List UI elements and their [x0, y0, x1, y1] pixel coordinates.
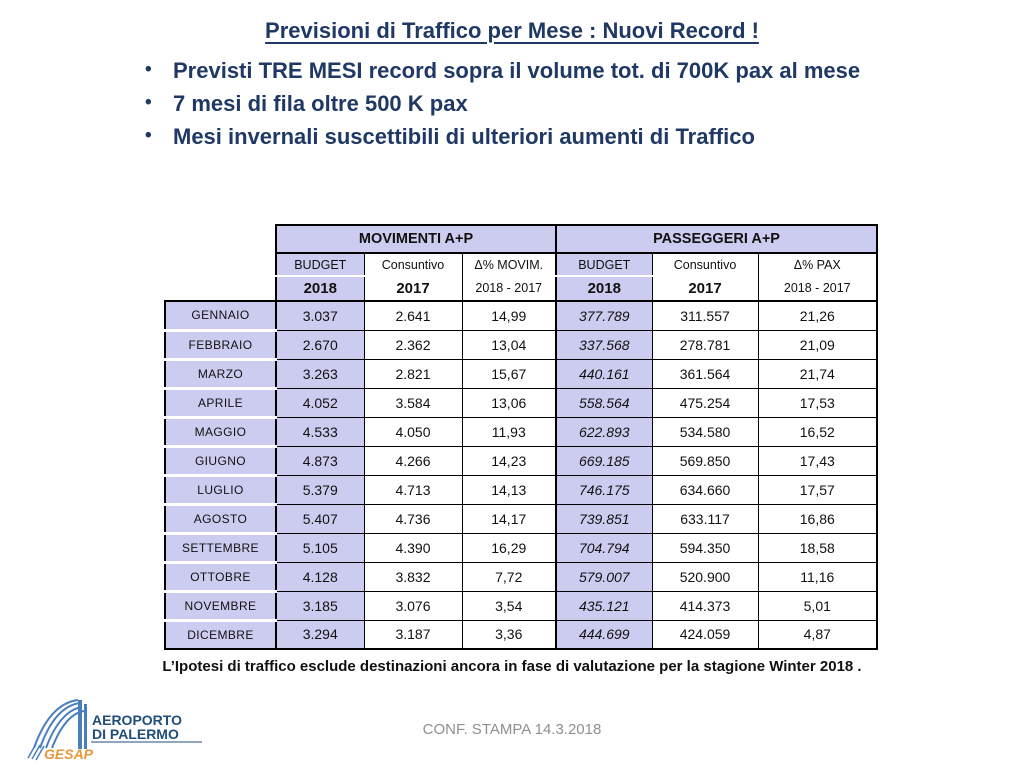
budget-mov-cell: 5.105 — [276, 533, 364, 562]
col-header-consuntivo-mov: Consuntivo — [364, 253, 462, 276]
budget-pax-cell: 669.185 — [556, 446, 652, 475]
delta-mov-cell: 7,72 — [462, 562, 556, 591]
budget-pax-cell: 558.564 — [556, 388, 652, 417]
group-header-passeggeri: PASSEGGERI A+P — [556, 225, 877, 253]
delta-mov-cell: 14,23 — [462, 446, 556, 475]
delta-pax-cell: 5,01 — [758, 591, 877, 620]
table-row — [165, 533, 877, 562]
consuntivo-mov-cell: 2.821 — [364, 359, 462, 388]
month-cell: MARZO — [165, 359, 276, 388]
table-corner-spacer — [165, 225, 276, 301]
table-row — [165, 504, 877, 533]
budget-mov-cell: 3.185 — [276, 591, 364, 620]
consuntivo-pax-cell: 311.557 — [652, 301, 758, 330]
delta-pax-cell: 16,86 — [758, 504, 877, 533]
bullet-icon: • — [145, 92, 152, 113]
delta-mov-cell: 14,99 — [462, 301, 556, 330]
consuntivo-mov-cell: 4.050 — [364, 417, 462, 446]
logo-brand: GESAP — [44, 746, 94, 762]
consuntivo-mov-cell: 4.390 — [364, 533, 462, 562]
month-cell: GIUGNO — [165, 446, 276, 475]
logo-name-line1: AEROPORTO — [92, 712, 182, 728]
delta-mov-cell: 3,54 — [462, 591, 556, 620]
month-cell: GENNAIO — [165, 301, 276, 330]
consuntivo-pax-cell: 520.900 — [652, 562, 758, 591]
delta-mov-cell: 14,17 — [462, 504, 556, 533]
consuntivo-mov-cell: 4.713 — [364, 475, 462, 504]
delta-pax-cell: 17,53 — [758, 388, 877, 417]
consuntivo-pax-cell: 361.564 — [652, 359, 758, 388]
consuntivo-pax-cell: 278.781 — [652, 330, 758, 359]
table-row — [165, 620, 877, 649]
footer-caption: CONF. STAMPA 14.3.2018 — [422, 721, 602, 738]
col-subheader-2018-mov: 2018 — [276, 276, 364, 301]
month-cell: FEBBRAIO — [165, 330, 276, 359]
consuntivo-mov-cell: 3.187 — [364, 620, 462, 649]
consuntivo-pax-cell: 633.117 — [652, 504, 758, 533]
delta-pax-cell: 17,57 — [758, 475, 877, 504]
delta-mov-cell: 16,29 — [462, 533, 556, 562]
table-row — [165, 446, 877, 475]
delta-pax-cell: 16,52 — [758, 417, 877, 446]
col-header-consuntivo-pax: Consuntivo — [652, 253, 758, 276]
budget-mov-cell: 5.379 — [276, 475, 364, 504]
delta-pax-cell: 21,09 — [758, 330, 877, 359]
consuntivo-mov-cell: 3.832 — [364, 562, 462, 591]
month-cell: OTTOBRE — [165, 562, 276, 591]
delta-pax-cell: 17,43 — [758, 446, 877, 475]
bullet-item — [142, 54, 868, 87]
col-header-delta-pax: Δ% PAX — [758, 253, 877, 276]
table-row — [165, 417, 877, 446]
delta-pax-cell: 18,58 — [758, 533, 877, 562]
consuntivo-pax-cell: 569.850 — [652, 446, 758, 475]
month-cell: NOVEMBRE — [165, 591, 276, 620]
bullet-item — [142, 87, 868, 120]
traffic-table-container — [164, 224, 878, 650]
budget-mov-cell: 3.263 — [276, 359, 364, 388]
traffic-table — [164, 224, 878, 650]
table-row — [165, 330, 877, 359]
consuntivo-pax-cell: 414.373 — [652, 591, 758, 620]
consuntivo-mov-cell: 3.076 — [364, 591, 462, 620]
budget-pax-cell: 444.699 — [556, 620, 652, 649]
table-row — [165, 475, 877, 504]
budget-pax-cell: 739.851 — [556, 504, 652, 533]
consuntivo-mov-cell: 4.266 — [364, 446, 462, 475]
group-header-movimenti: MOVIMENTI A+P — [276, 225, 556, 253]
consuntivo-pax-cell: 534.580 — [652, 417, 758, 446]
delta-mov-cell: 15,67 — [462, 359, 556, 388]
budget-pax-cell: 704.794 — [556, 533, 652, 562]
delta-pax-cell: 21,26 — [758, 301, 877, 330]
month-cell: DICEMBRE — [165, 620, 276, 649]
budget-pax-cell: 337.568 — [556, 330, 652, 359]
consuntivo-pax-cell: 634.660 — [652, 475, 758, 504]
budget-pax-cell: 746.175 — [556, 475, 652, 504]
bullet-text: Mesi invernali suscettibili di ulteriori aumenti di Traffico — [173, 124, 755, 149]
logo-name-line2: DI PALERMO — [92, 726, 179, 742]
col-subheader-2018-pax: 2018 — [556, 276, 652, 301]
budget-mov-cell: 4.128 — [276, 562, 364, 591]
bullet-item — [142, 120, 868, 153]
budget-pax-cell: 622.893 — [556, 417, 652, 446]
budget-mov-cell: 3.294 — [276, 620, 364, 649]
bullet-list — [142, 54, 868, 153]
month-cell: SETTEMBRE — [165, 533, 276, 562]
table-body — [165, 301, 877, 649]
col-header-budget-pax: BUDGET — [556, 253, 652, 276]
col-header-delta-mov: Δ% MOVIM. — [462, 253, 556, 276]
consuntivo-mov-cell: 3.584 — [364, 388, 462, 417]
bullet-text: 7 mesi di fila oltre 500 K pax — [173, 91, 468, 116]
page-title: Previsioni di Traffico per Mese : Nuovi Record ! — [265, 18, 759, 43]
budget-mov-cell: 4.052 — [276, 388, 364, 417]
budget-mov-cell: 2.670 — [276, 330, 364, 359]
note-text: L’Ipotesi di traffico esclude destinazioni ancora in fase di valutazione per la stagione Winter 2018 . — [162, 658, 862, 675]
consuntivo-mov-cell: 2.362 — [364, 330, 462, 359]
consuntivo-mov-cell: 4.736 — [364, 504, 462, 533]
delta-pax-cell: 4,87 — [758, 620, 877, 649]
budget-pax-cell: 440.161 — [556, 359, 652, 388]
delta-mov-cell: 3,36 — [462, 620, 556, 649]
table-row — [165, 359, 877, 388]
month-cell: LUGLIO — [165, 475, 276, 504]
month-cell: AGOSTO — [165, 504, 276, 533]
col-header-budget-mov: BUDGET — [276, 253, 364, 276]
bullet-icon: • — [145, 59, 152, 80]
consuntivo-pax-cell: 424.059 — [652, 620, 758, 649]
delta-pax-cell: 21,74 — [758, 359, 877, 388]
table-row — [165, 591, 877, 620]
delta-pax-cell: 11,16 — [758, 562, 877, 591]
consuntivo-pax-cell: 594.350 — [652, 533, 758, 562]
bullet-icon: • — [145, 125, 152, 146]
month-cell: APRILE — [165, 388, 276, 417]
delta-mov-cell: 11,93 — [462, 417, 556, 446]
delta-mov-cell: 13,04 — [462, 330, 556, 359]
delta-mov-cell: 14,13 — [462, 475, 556, 504]
budget-pax-cell: 579.007 — [556, 562, 652, 591]
table-row — [165, 301, 877, 330]
month-cell: MAGGIO — [165, 417, 276, 446]
budget-mov-cell: 5.407 — [276, 504, 364, 533]
consuntivo-mov-cell: 2.641 — [364, 301, 462, 330]
table-row — [165, 562, 877, 591]
col-subheader-2017-mov: 2017 — [364, 276, 462, 301]
budget-mov-cell: 4.873 — [276, 446, 364, 475]
consuntivo-pax-cell: 475.254 — [652, 388, 758, 417]
delta-mov-cell: 13,06 — [462, 388, 556, 417]
col-subheader-range-mov: 2018 - 2017 — [462, 276, 556, 301]
col-subheader-range-pax: 2018 - 2017 — [758, 276, 877, 301]
budget-pax-cell: 377.789 — [556, 301, 652, 330]
budget-mov-cell: 4.533 — [276, 417, 364, 446]
bullet-text: Previsti TRE MESI record sopra il volume tot. di 700K pax al mese — [173, 58, 861, 83]
col-subheader-2017-pax: 2017 — [652, 276, 758, 301]
budget-mov-cell: 3.037 — [276, 301, 364, 330]
table-row — [165, 388, 877, 417]
budget-pax-cell: 435.121 — [556, 591, 652, 620]
